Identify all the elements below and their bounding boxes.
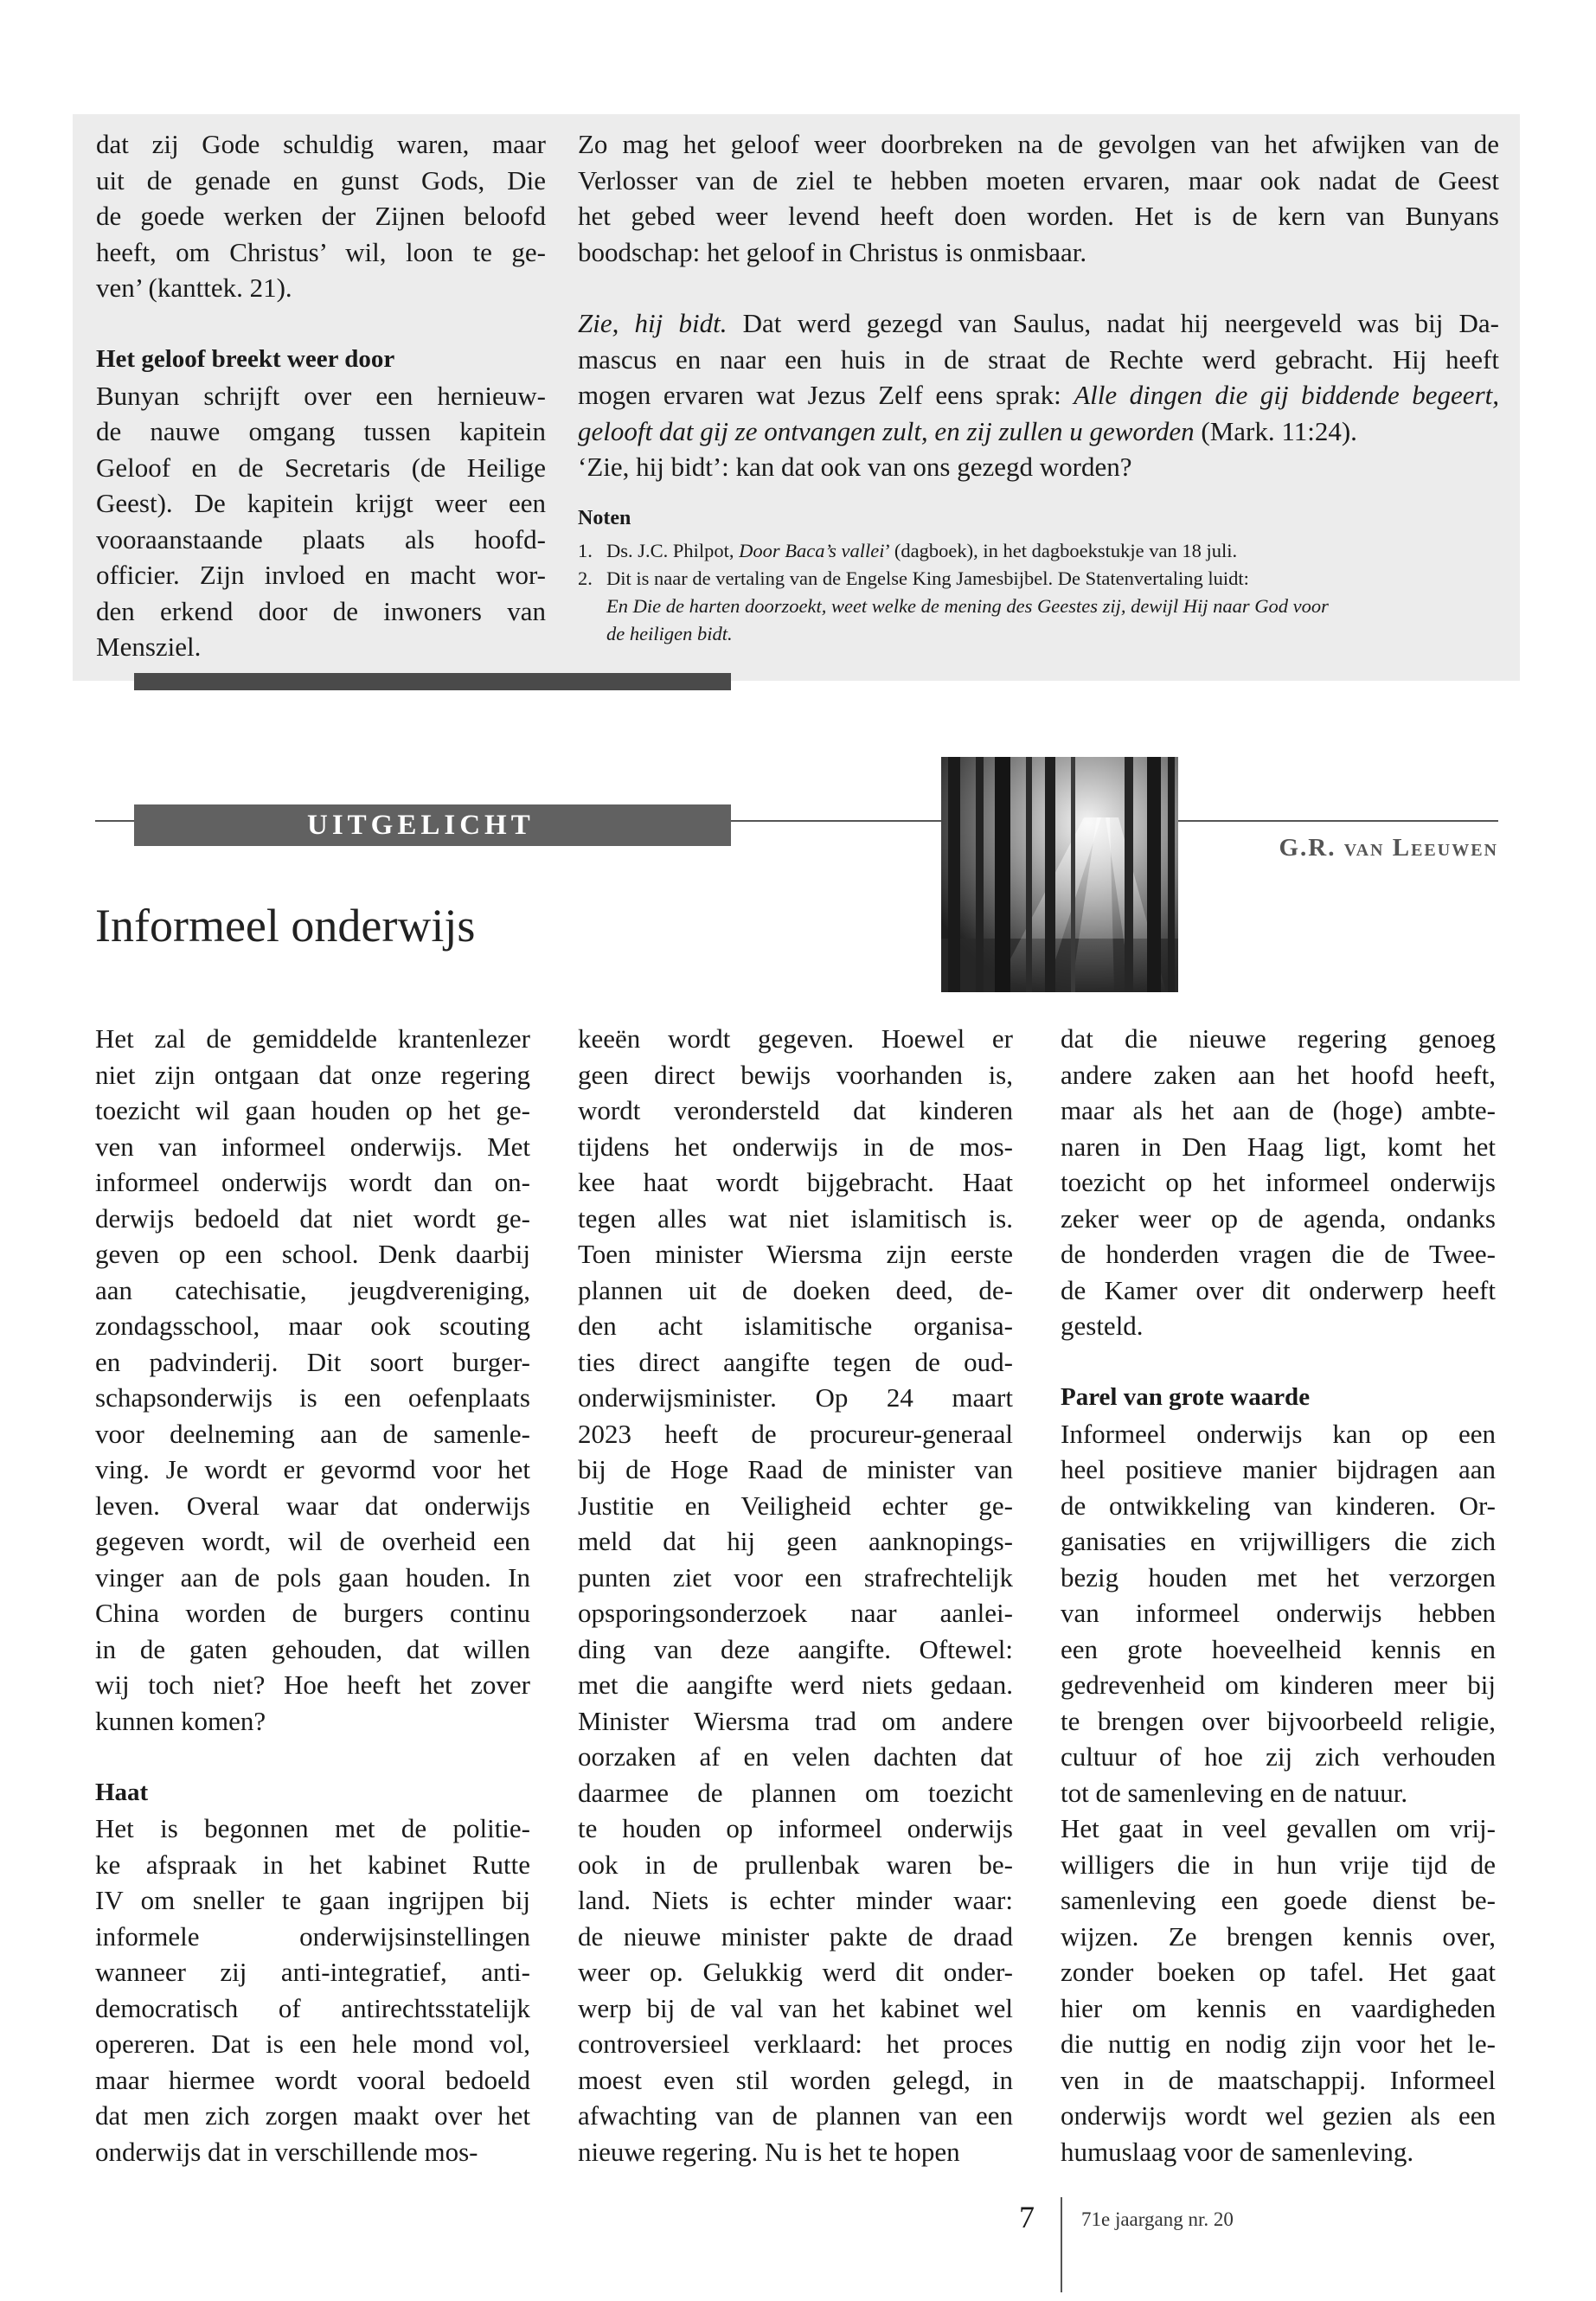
- text-line: zondagsschool, maar ook scouting: [95, 1311, 530, 1341]
- text-line: meld dat hij geen aanknopings-: [578, 1526, 1013, 1556]
- text-line: een grote hoeveelheid kennis en: [1061, 1633, 1496, 1664]
- text-line: wijzen. Ze brengen kennis over,: [1061, 1920, 1496, 1952]
- text-line: voor deelneming aan de samenle-: [95, 1418, 530, 1449]
- text-line: ook in de prullenbak waren be-: [578, 1849, 1013, 1880]
- text-line: heel positieve manier bijdragen aan: [1061, 1454, 1496, 1484]
- text-line: democratisch of antirechtsstatelijk: [95, 1992, 530, 2023]
- text-line: moest even stil worden gelegd, in: [578, 2064, 1013, 2095]
- text-line: de Kamer over dit onderwerp heeft: [1061, 1274, 1496, 1305]
- text-line: informeel onderwijs wordt dan on-: [95, 1167, 530, 1197]
- text-line: Minister Wiersma trad om andere: [578, 1705, 1013, 1736]
- paragraph: [1061, 1416, 1496, 1811]
- text-line: gegeven wordt, wil de overheid een: [95, 1526, 530, 1556]
- text-line: Geest). De kapitein krijgt weer een: [96, 488, 546, 518]
- notes: [578, 504, 1499, 648]
- text-line: te houden op informeel onderwijs: [578, 1813, 1013, 1843]
- text-line: schapsonderwijs is een oefenplaats: [95, 1382, 530, 1413]
- notes-title: Noten: [578, 506, 631, 529]
- author-name: G.R. van Leeuwen: [1279, 834, 1498, 862]
- text-line: van informeel onderwijs hebben: [1061, 1598, 1496, 1628]
- text-line: de nieuwe minister pakte de draad: [578, 1920, 1013, 1952]
- section-label: UITGELICHT: [307, 810, 535, 841]
- text-line: onderwijsminister. Op 24 maart: [578, 1382, 1013, 1413]
- text-line: humuslaag voor de samenleving.: [1061, 2136, 1414, 2167]
- text-line: de goede werken der Zijnen beloofd: [96, 201, 546, 231]
- text-line: Het zal de gemiddelde krantenlezer: [95, 1023, 530, 1054]
- paragraph-gap: [1061, 1344, 1496, 1381]
- text-line: Toen minister Wiersma zijn eerste: [578, 1239, 1013, 1269]
- text-line: wij toch niet? Hoe heeft het zover: [95, 1670, 530, 1700]
- text-line: heeft, om Christus’ wil, loon te ge-: [96, 236, 546, 267]
- text-line: ganisaties en vrijwilligers die zich: [1061, 1526, 1496, 1556]
- note-2: 2. Dit is naar de vertaling van de Engelse King Jamesbijbel. De Statenvertaling luidt: En Die de harten doorzoekt, weet welke de mening des Geestes zij, dewijl Hij naar God voor de heiligen bidt.: [578, 567, 1329, 644]
- text-line: Geloof en de Secretaris (de Heilige: [96, 452, 546, 483]
- text-line: ding van deze aangifte. Oftewel:: [578, 1633, 1013, 1664]
- text-line: daarmee de plannen om toezicht: [578, 1777, 1013, 1808]
- text-line: die nuttig en nodig zijn voor het le-: [1061, 2029, 1496, 2059]
- text-line: ven’ (kanttek. 21).: [96, 272, 292, 303]
- text-line: informele onderwijsinstellingen: [95, 1920, 530, 1952]
- text-line: niet zijn ontgaan dat onze regering: [95, 1059, 530, 1090]
- text-line: andere zaken aan het hoofd heeft,: [1061, 1059, 1496, 1090]
- paragraph: [96, 126, 546, 306]
- text-line: uit de genade en gunst Gods, Die: [96, 164, 546, 195]
- text-line: het gebed weer levend heeft doen worden. Het is de kern van Bunyans: [578, 201, 1499, 231]
- paragraph-gap: [96, 306, 546, 343]
- zie-hij-bidt-paragraph: Zie, hij bidt. Dat werd gezegd van Saulus, nadat hij neergeveld was bij Da- mascus en naar een huis in de straat de Rechte werd gebracht. Hij heeft mogen ervaren wat Jezus Zelf eens sprak: Alle dingen die gij biddende begeert, gelooft dat gij ze ontvangen zult, en zij zullen u geworden (Mark. 11:24). ‘Zie, hij bidt’: kan dat ook van ons gezegd worden?: [578, 308, 1499, 482]
- text-line: Het gaat in veel gevallen om vrij-: [1061, 1813, 1496, 1843]
- text-line: willigers die in hun vrije tijd de: [1061, 1849, 1496, 1880]
- text-line: den erkend door de inwoners van: [96, 595, 546, 626]
- text-line: toezicht wil gaan houden op het ge-: [95, 1095, 530, 1125]
- text-line: derwijs bedoeld dat niet wordt ge-: [95, 1202, 530, 1234]
- text-line: tot de samenleving en de natuur.: [1061, 1777, 1408, 1808]
- section-heading: Het geloof breekt weer door: [96, 345, 395, 373]
- text-line: oorzaken af en velen dachten dat: [578, 1741, 1013, 1772]
- article-column-3: [1061, 1021, 1496, 2170]
- text-line: maar hiermee wordt vooral bedoeld: [95, 2064, 530, 2095]
- text-line: land. Niets is echter minder waar:: [578, 1885, 1013, 1915]
- text-line: Bunyan schrijft over een hernieuw-: [96, 380, 546, 411]
- text-line: samenleving een goede dienst be-: [1061, 1885, 1496, 1915]
- text-line: vinger aan de pols gaan houden. In: [95, 1561, 530, 1593]
- text-line: wanneer zij anti-integratief, anti-: [95, 1957, 530, 1987]
- text-line: punten ziet voor een strafrechtelijk: [578, 1561, 1013, 1593]
- text-line: zonder boeken op tafel. Het gaat: [1061, 1957, 1496, 1987]
- text-line: onderwijs dat in verschillende mos-: [95, 2136, 478, 2167]
- text-line: aan catechisatie, jeugdvereniging,: [95, 1274, 530, 1305]
- text-line: IV om sneller te gaan ingrijpen bij: [95, 1885, 530, 1915]
- footer-divider: [1061, 2197, 1062, 2292]
- text-line: bezig houden met het verzorgen: [1061, 1561, 1496, 1593]
- paragraph: [95, 1811, 530, 2170]
- note-1: 1. Ds. J.C. Philpot, Door Baca’s vallei’ (dagboek), in het dagboekstukje van 18 juli.: [578, 539, 1238, 561]
- text-line: officier. Zijn invloed en macht wor-: [96, 560, 546, 590]
- text-line: gedrevenheid om kinderen meer bij: [1061, 1670, 1496, 1700]
- text-line: boodschap: het geloof in Christus is onmisbaar.: [578, 236, 1087, 267]
- text-line: Justitie en Veiligheid echter ge-: [578, 1490, 1013, 1521]
- paragraph: [578, 1021, 1013, 2170]
- text-line: werp bij de val van het kabinet wel: [578, 1992, 1013, 2023]
- section-rule: [134, 673, 731, 690]
- text-line: maar als het aan de (hoge) ambte-: [1061, 1095, 1496, 1125]
- text-line: 2023 heeft de procureur-generaal: [578, 1418, 1013, 1449]
- article-title: Informeel onderwijs: [95, 900, 476, 952]
- text-line: vooraanstaande plaats als hoofd-: [96, 523, 546, 554]
- text-line: bij de Hoge Raad de minister van: [578, 1454, 1013, 1484]
- text-line: ven van informeel onderwijs. Met: [95, 1131, 530, 1162]
- text-line: geven op een school. Denk daarbij: [95, 1239, 530, 1269]
- text-line: in de gaten gehouden, dat willen: [95, 1633, 530, 1664]
- text-line: keeën wordt gegeven. Hoewel er: [578, 1023, 1013, 1054]
- text-line: de nauwe omgang tussen kapitein: [96, 416, 546, 446]
- page-number: 7: [1019, 2200, 1035, 2234]
- text-line: Het is begonnen met de politie-: [95, 1813, 530, 1843]
- text-line: cultuur of hoe zij zich verhouden: [1061, 1741, 1496, 1772]
- text-line: ving. Je wordt er gevormd voor het: [95, 1454, 530, 1484]
- paragraph: [95, 1021, 530, 1739]
- paragraph: [96, 378, 546, 665]
- text-line: met die aangifte werd niets gedaan.: [578, 1670, 1013, 1700]
- text-line: plannen uit de doeken deed, de-: [578, 1274, 1013, 1305]
- paragraph-gap: [95, 1739, 530, 1775]
- text-line: Zo mag het geloof weer doorbreken na de gevolgen van het afwijken van de: [578, 129, 1499, 159]
- text-line: hier om kennis en vaardigheden: [1061, 1992, 1496, 2023]
- issue-info: 71e jaargang nr. 20: [1081, 2208, 1234, 2230]
- previous-article-left-column: [96, 126, 546, 665]
- text-line: tegen alles wat niet islamitisch is.: [578, 1202, 1013, 1234]
- text-line: ties direct aangifte tegen de oud-: [578, 1346, 1013, 1377]
- text-line: de honderden vragen die de Twee-: [1061, 1239, 1496, 1269]
- text-line: gesteld.: [1061, 1311, 1144, 1341]
- section-heading: Haat: [95, 1778, 149, 1806]
- text-line: kee haat wordt bijgebracht. Haat: [578, 1167, 1013, 1197]
- paragraph: [1061, 1021, 1496, 1344]
- text-line: onderwijs wordt wel gezien als een: [1061, 2100, 1496, 2131]
- text-line: dat die nieuwe regering genoeg: [1061, 1023, 1496, 1054]
- forest-photo: [941, 757, 1178, 992]
- text-line: afwachting van de plannen van een: [578, 2100, 1013, 2131]
- text-line: Verlosser van de ziel te hebben moeten ervaren, maar ook nadat de Geest: [578, 164, 1499, 195]
- text-line: controversieel verklaard: het proces: [578, 2029, 1013, 2059]
- section-heading: Parel van grote waarde: [1061, 1383, 1311, 1411]
- previous-article-right-column: [578, 126, 1499, 648]
- text-line: wordt verondersteld dat kinderen: [578, 1095, 1013, 1125]
- text-line: te brengen over bijvoorbeeld religie,: [1061, 1705, 1496, 1736]
- text-line: weer op. Gelukkig werd dit onder-: [578, 1957, 1013, 1987]
- text-line: leven. Overal waar dat onderwijs: [95, 1490, 530, 1521]
- text-line: toezicht op het informeel onderwijs: [1061, 1167, 1496, 1197]
- text-line: ke afspraak in het kabinet Rutte: [95, 1849, 530, 1880]
- text-line: en padvinderij. Dit soort burger-: [95, 1346, 530, 1377]
- text-line: nieuwe regering. Nu is het te hopen: [578, 2136, 960, 2167]
- text-line: Mensziel.: [96, 631, 202, 662]
- text-line: opereren. Dat is een hele mond vol,: [95, 2029, 530, 2059]
- text-line: tijdens het onderwijs in de mos-: [578, 1131, 1013, 1162]
- text-line: Informeel onderwijs kan op een: [1061, 1418, 1496, 1449]
- text-line: dat men zich zorgen maakt over het: [95, 2100, 530, 2131]
- text-line: kunnen komen?: [95, 1705, 266, 1736]
- text-line: China worden de burgers continu: [95, 1598, 530, 1628]
- paragraph: [1061, 1811, 1496, 2170]
- text-line: opsporingsonderzoek naar aanlei-: [578, 1598, 1013, 1628]
- text-line: dat zij Gode schuldig waren, maar: [96, 129, 546, 159]
- text-line: de ontwikkeling van kinderen. Or-: [1061, 1490, 1496, 1521]
- text-line: zeker weer op de agenda, ondanks: [1061, 1202, 1496, 1234]
- article-column-2: [578, 1021, 1013, 2170]
- text-line: ven in de maatschappij. Informeel: [1061, 2064, 1496, 2095]
- article-column-1: [95, 1021, 530, 2170]
- text-line: den acht islamitische organisa-: [578, 1311, 1013, 1341]
- text-line: naren in Den Haag ligt, komt het: [1061, 1131, 1496, 1162]
- conclusion-paragraph: [578, 126, 1499, 270]
- text-line: geen direct bewijs voorhanden is,: [578, 1059, 1013, 1090]
